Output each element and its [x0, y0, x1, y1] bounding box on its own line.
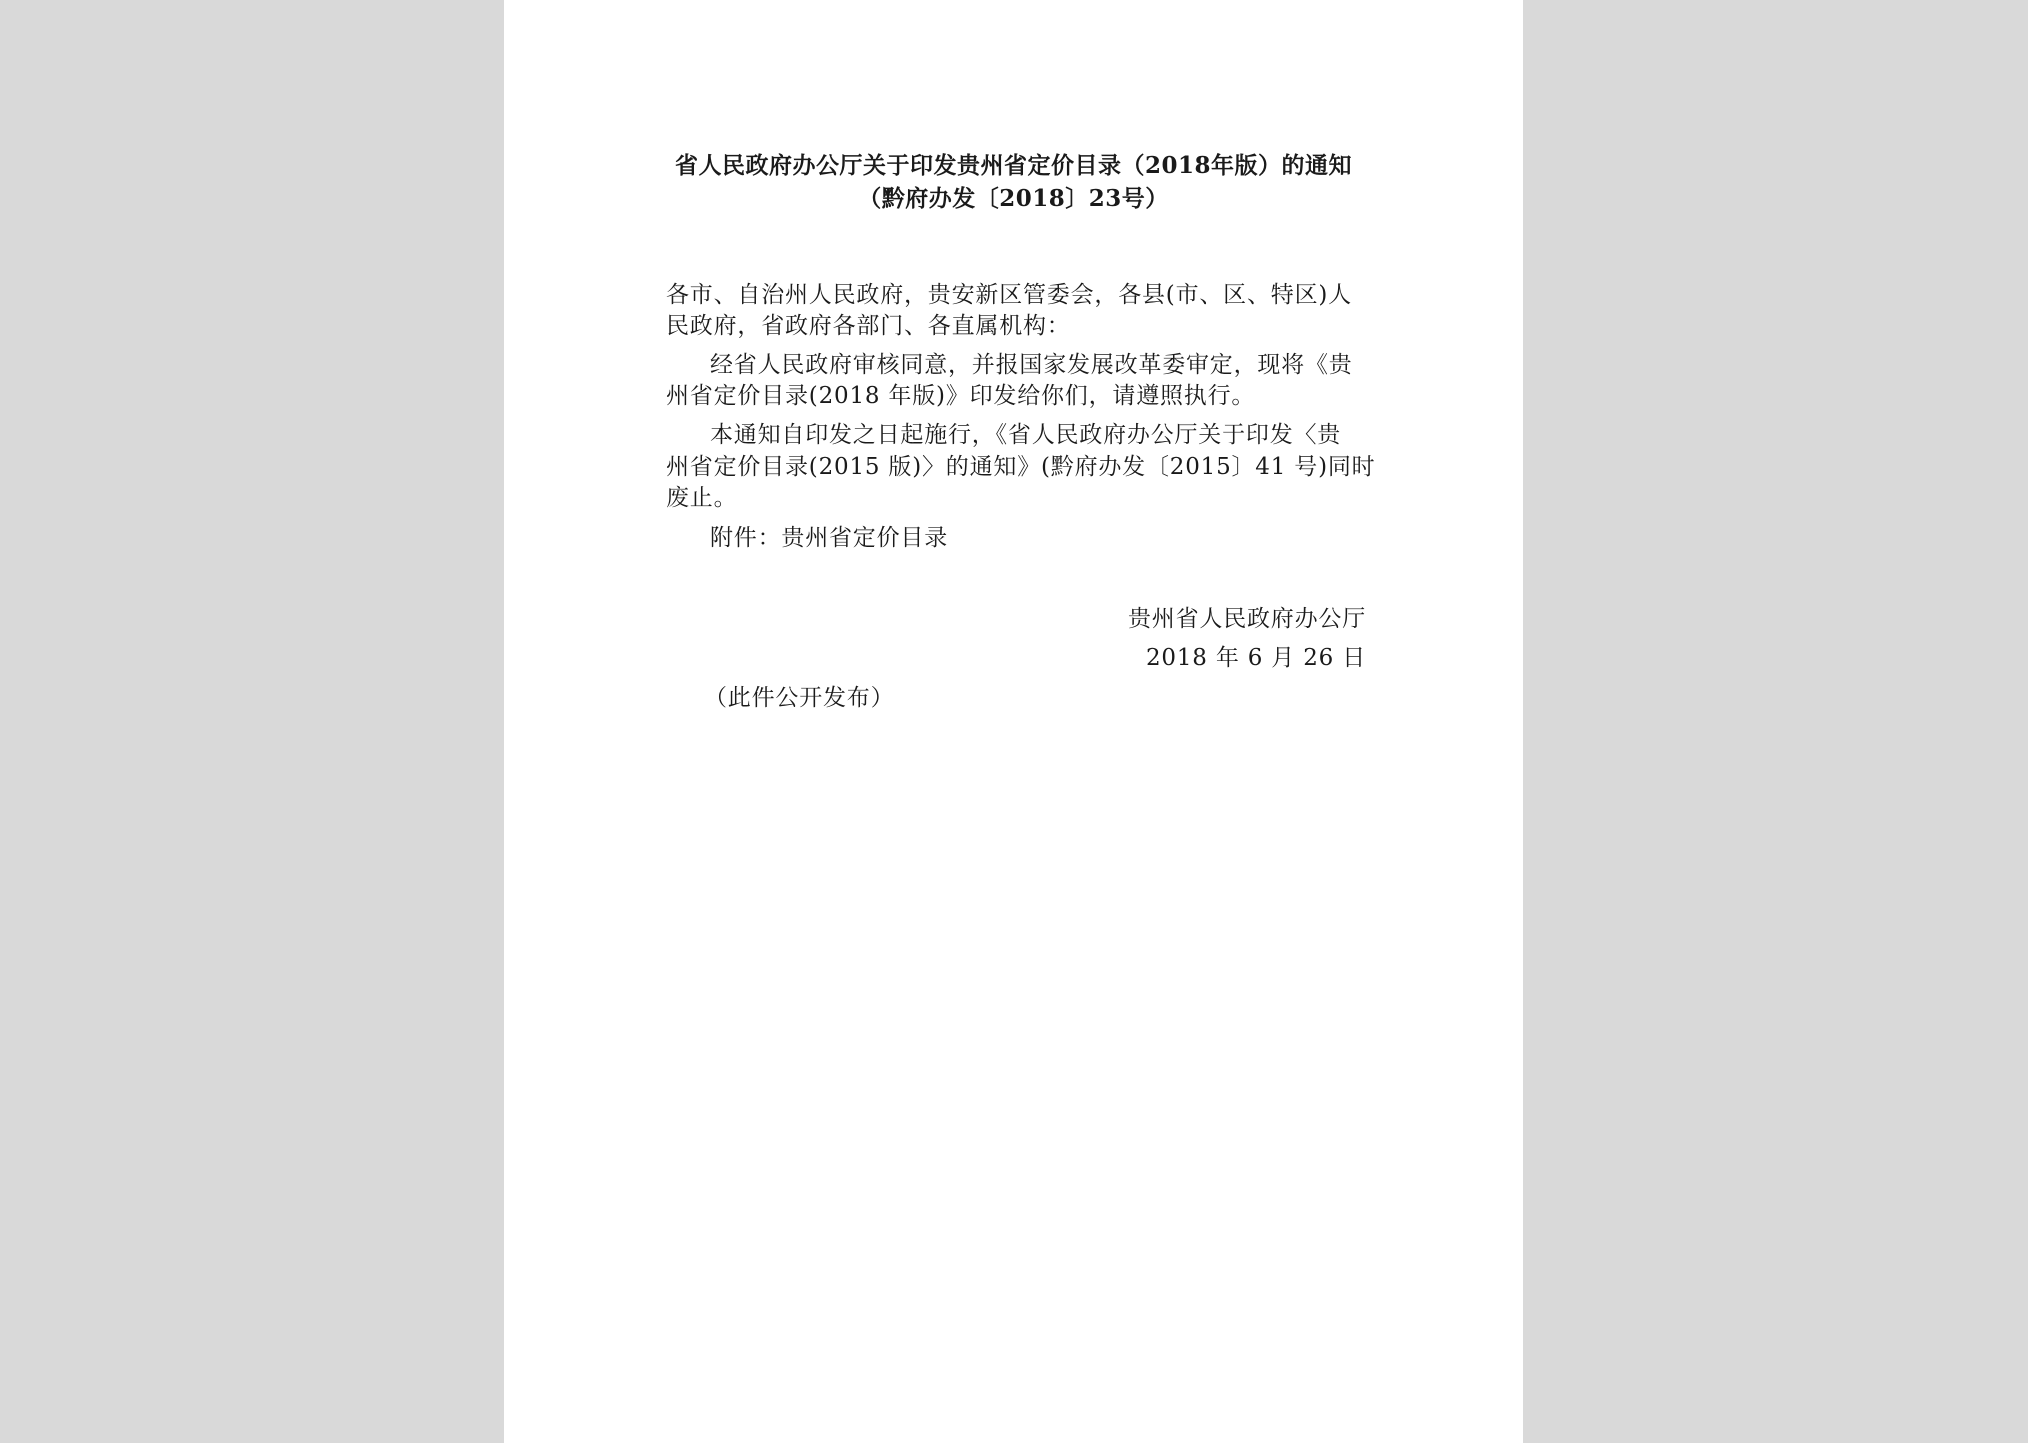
paragraph-1-line-1: 经省人民政府审核同意，并报国家发展改革委审定，现将《贵: [710, 352, 1353, 378]
document-title: 省人民政府办公厅关于印发贵州省定价目录（2018年版）的通知: [674, 152, 1352, 179]
publication-note: （此件公开发布）: [704, 685, 895, 711]
paragraph-1-line-2: 州省定价目录(2018 年版)》印发给你们，请遵照执行。: [666, 383, 1256, 409]
issuer-signature: 贵州省人民政府办公厅: [1128, 606, 1366, 632]
salutation-line-2: 民政府，省政府各部门、各直属机构：: [666, 313, 1071, 339]
issue-date: 2018 年 6 月 26 日: [1146, 645, 1366, 671]
document-number: （黔府办发〔2018〕23号）: [858, 185, 1169, 212]
paragraph-2-line-1: 本通知自印发之日起施行，《省人民政府办公厅关于印发〈贵: [710, 422, 1342, 448]
salutation-line-1: 各市、自治州人民政府，贵安新区管委会，各县(市、区、特区)人: [666, 282, 1352, 308]
paragraph-2-line-2: 州省定价目录(2015 版)〉的通知》(黔府办发〔2015〕41 号)同时: [666, 454, 1376, 480]
paragraph-2-line-3: 废止。: [666, 485, 738, 511]
document-page: [504, 0, 1523, 1443]
attachment-line: 附件：贵州省定价目录: [710, 525, 948, 551]
